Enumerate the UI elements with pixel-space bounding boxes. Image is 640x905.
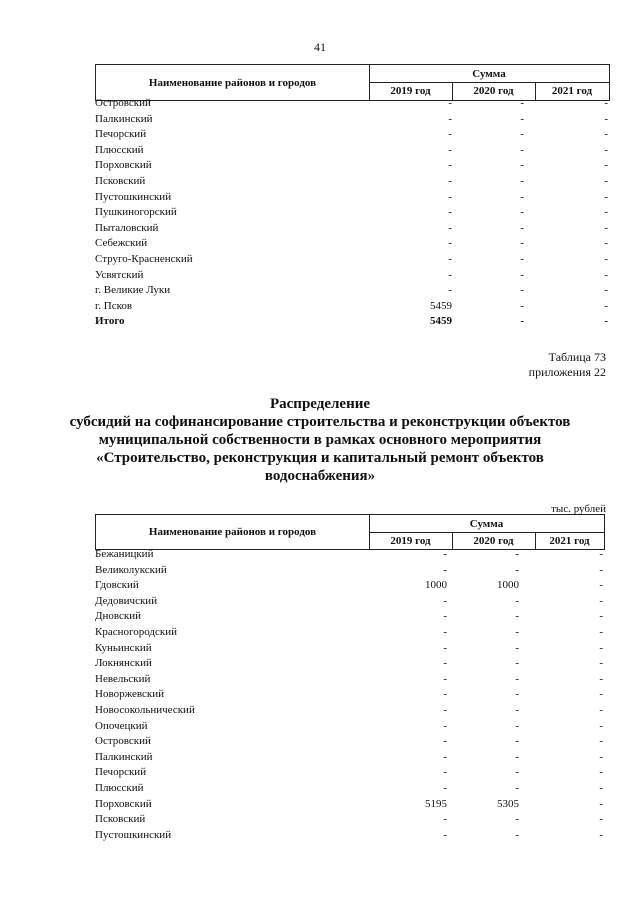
cell-v2019: - (448, 190, 452, 203)
cell-v2021: - (599, 579, 603, 592)
cell-v2021: - (599, 594, 603, 607)
cell-v2019: - (443, 688, 447, 701)
cell-v2019: - (443, 735, 447, 748)
cell-v2020: 5305 (497, 797, 519, 810)
cell-v2021: - (604, 112, 608, 125)
table1-row (95, 174, 610, 190)
row-name: г. Великие Луки (95, 284, 171, 297)
table1-body (95, 96, 610, 330)
table2-row (95, 609, 605, 625)
cell-v2019: - (443, 625, 447, 638)
table2-row (95, 594, 605, 610)
table1-row (95, 112, 610, 128)
table2-sum-header: Сумма (369, 515, 604, 533)
cell-v2021: - (604, 128, 608, 141)
table2-row (95, 797, 605, 813)
heading-line-4: «Строительство, реконструкция и капитальный ремонт объектов (96, 450, 544, 466)
row-name: Печорский (95, 128, 147, 141)
table1-name-column-header: Наименование районов и городов (96, 65, 370, 100)
row-name: Плюсский (95, 143, 144, 156)
table2-row (95, 750, 605, 766)
cell-v2021: - (604, 299, 608, 312)
cell-v2019: - (448, 268, 452, 281)
cell-v2020: - (520, 97, 524, 109)
table2-row (95, 812, 605, 828)
cell-v2020: - (520, 237, 524, 250)
cell-v2020: - (515, 625, 519, 638)
cell-v2021: - (599, 750, 603, 763)
table1-year-2019-header: 2019 год (369, 82, 453, 100)
table1-year-2020-header: 2020 год (452, 82, 536, 100)
cell-v2021: - (604, 268, 608, 281)
table2-row (95, 547, 605, 563)
table2-row (95, 578, 605, 594)
cell-v2020: - (515, 657, 519, 670)
row-name: Печорский (95, 766, 147, 779)
caption-appendix: приложения 22 (528, 365, 606, 379)
cell-v2020: - (515, 828, 519, 841)
cell-v2020: - (515, 813, 519, 826)
cell-v2019: - (443, 563, 447, 576)
row-name: Красногородский (95, 625, 178, 638)
caption-table-number: Таблица 73 (548, 350, 606, 364)
cell-v2020: - (515, 688, 519, 701)
table2-year-2021-header: 2021 год (549, 534, 590, 547)
row-name: Гдовский (95, 579, 139, 592)
table1-row (95, 252, 610, 268)
cell-v2020: - (520, 284, 524, 297)
cell-v2020: - (520, 252, 524, 265)
cell-v2020: - (515, 548, 519, 560)
table1-row (95, 205, 610, 221)
cell-v2019: - (448, 97, 452, 109)
cell-v2019: - (443, 703, 447, 716)
cell-v2019: - (448, 143, 452, 156)
table1-row (95, 283, 610, 299)
section-heading (40, 395, 600, 485)
row-name: г. Псков (95, 299, 133, 312)
cell-v2021: - (599, 719, 603, 732)
cell-v2020: - (515, 641, 519, 654)
table2-year-2019-header: 2019 год (369, 532, 453, 549)
table2-row (95, 687, 605, 703)
row-name: Псковский (95, 813, 146, 826)
row-name: Палкинский (95, 112, 153, 125)
cell-v2019: - (443, 719, 447, 732)
cell-v2019: - (448, 174, 452, 187)
cell-v2021: - (599, 797, 603, 810)
cell-v2020: - (520, 315, 524, 328)
cell-v2021: - (599, 610, 603, 623)
row-name: Пыталовский (95, 221, 159, 234)
cell-v2019: - (443, 828, 447, 841)
row-name: Псковский (95, 174, 146, 187)
cell-v2021: - (599, 781, 603, 794)
cell-v2020: - (520, 221, 524, 234)
row-name: Дновский (95, 610, 142, 623)
row-name: Усвятский (95, 268, 144, 281)
cell-v2019: 5195 (425, 797, 447, 810)
cell-v2020: - (520, 190, 524, 203)
cell-v2020: - (520, 143, 524, 156)
table2-row (95, 828, 605, 844)
cell-v2021: - (599, 625, 603, 638)
cell-v2019: - (443, 610, 447, 623)
cell-v2019: - (443, 548, 447, 560)
cell-v2019: - (443, 594, 447, 607)
table1-sum-header: Сумма (369, 65, 609, 83)
cell-v2020: - (520, 159, 524, 172)
table2-year-2020-header: 2020 год (452, 532, 536, 549)
row-name: Невельский (95, 672, 151, 685)
table2-row (95, 765, 605, 781)
table-caption (529, 350, 606, 380)
cell-v2020: - (515, 766, 519, 779)
row-name: Пустошкинский (95, 190, 172, 203)
table1-row (95, 158, 610, 174)
cell-v2020: - (520, 299, 524, 312)
table1-year-2021-header: 2021 год (551, 85, 593, 97)
row-name: Бежаницкий (95, 548, 154, 560)
row-name: Пушкиногорский (95, 206, 177, 219)
table1-row (95, 127, 610, 143)
cell-v2020: - (515, 610, 519, 623)
cell-v2021: - (599, 828, 603, 841)
cell-v2019: - (443, 813, 447, 826)
cell-v2021: - (599, 657, 603, 670)
table2-header (95, 514, 605, 550)
cell-v2019: - (448, 237, 452, 250)
cell-v2019: - (443, 781, 447, 794)
table1-row (95, 268, 610, 284)
row-name: Плюсский (95, 781, 144, 794)
table2-row (95, 734, 605, 750)
cell-v2021: - (599, 641, 603, 654)
cell-v2020: - (520, 112, 524, 125)
table1-row (95, 143, 610, 159)
table2-row (95, 563, 605, 579)
row-name: Себежский (95, 237, 148, 250)
cell-v2021: - (599, 813, 603, 826)
cell-v2020: - (520, 206, 524, 219)
cell-v2021: - (604, 315, 608, 328)
heading-line-2: субсидий на софинансирование строительства и реконструкции объектов (69, 414, 571, 430)
page-number: 41 (314, 40, 326, 54)
cell-v2020: - (520, 128, 524, 141)
cell-v2021: - (599, 735, 603, 748)
cell-v2020: - (515, 719, 519, 732)
cell-v2021: - (599, 688, 603, 701)
cell-v2019: 5459 (430, 315, 452, 328)
cell-v2021: - (604, 206, 608, 219)
row-name: Пустошкинский (95, 828, 172, 841)
cell-v2019: - (448, 221, 452, 234)
row-name: Итого (95, 315, 125, 328)
table2-row (95, 719, 605, 735)
cell-v2021: - (604, 190, 608, 203)
row-name: Куньинский (95, 641, 152, 654)
row-name: Локнянский (95, 657, 152, 670)
table1-row (95, 314, 610, 330)
cell-v2019: - (448, 112, 452, 125)
table2-row (95, 781, 605, 797)
table1-row (95, 299, 610, 315)
cell-v2019: - (443, 641, 447, 654)
cell-v2021: - (599, 766, 603, 779)
cell-v2021: - (604, 97, 608, 109)
table1-row (95, 221, 610, 237)
row-name: Порховский (95, 159, 152, 172)
row-name: Новоржевский (95, 688, 165, 701)
row-name: Новосокольнический (95, 703, 195, 716)
cell-v2020: - (515, 563, 519, 576)
table2-body (95, 547, 605, 843)
units-label: тыс. рублей (551, 503, 606, 515)
table2-name-column-header: Наименование районов и городов (96, 515, 370, 549)
table1-row (95, 96, 610, 112)
cell-v2019: 1000 (425, 579, 447, 592)
row-name: Дедовичский (95, 594, 158, 607)
row-name: Великолукский (95, 563, 167, 576)
cell-v2020: 1000 (497, 579, 519, 592)
row-name: Палкинский (95, 750, 153, 763)
row-name: Опочецкий (95, 719, 148, 732)
table2-row (95, 656, 605, 672)
heading-line-5: водоснабжения» (264, 468, 376, 484)
cell-v2020: - (515, 735, 519, 748)
cell-v2021: - (599, 703, 603, 716)
table2-row (95, 672, 605, 688)
table1-row (95, 190, 610, 206)
cell-v2020: - (520, 268, 524, 281)
cell-v2021: - (599, 548, 603, 560)
cell-v2020: - (515, 781, 519, 794)
cell-v2019: - (443, 672, 447, 685)
cell-v2019: - (448, 128, 452, 141)
cell-v2019: 5459 (430, 299, 452, 312)
table1-row (95, 236, 610, 252)
cell-v2021: - (604, 174, 608, 187)
row-name: Струго-Красненский (95, 252, 193, 265)
cell-v2020: - (515, 703, 519, 716)
table2-row (95, 625, 605, 641)
table2-row (95, 703, 605, 719)
cell-v2019: - (443, 766, 447, 779)
cell-v2021: - (604, 284, 608, 297)
cell-v2020: - (515, 750, 519, 763)
cell-v2021: - (599, 563, 603, 576)
table2-row (95, 641, 605, 657)
cell-v2021: - (604, 159, 608, 172)
cell-v2019: - (448, 159, 452, 172)
cell-v2021: - (604, 252, 608, 265)
heading-line-3: муниципальной собственности в рамках основного мероприятия (98, 432, 542, 448)
cell-v2020: - (515, 672, 519, 685)
heading-line-1: Распределение (269, 396, 371, 412)
cell-v2021: - (604, 143, 608, 156)
row-name: Островский (95, 97, 151, 109)
cell-v2020: - (520, 174, 524, 187)
cell-v2021: - (604, 237, 608, 250)
row-name: Порховский (95, 797, 152, 810)
row-name: Островский (95, 735, 151, 748)
cell-v2019: - (448, 206, 452, 219)
cell-v2019: - (448, 252, 452, 265)
cell-v2019: - (443, 750, 447, 763)
cell-v2019: - (443, 657, 447, 670)
cell-v2020: - (515, 594, 519, 607)
cell-v2021: - (604, 221, 608, 234)
cell-v2019: - (448, 284, 452, 297)
cell-v2021: - (599, 672, 603, 685)
